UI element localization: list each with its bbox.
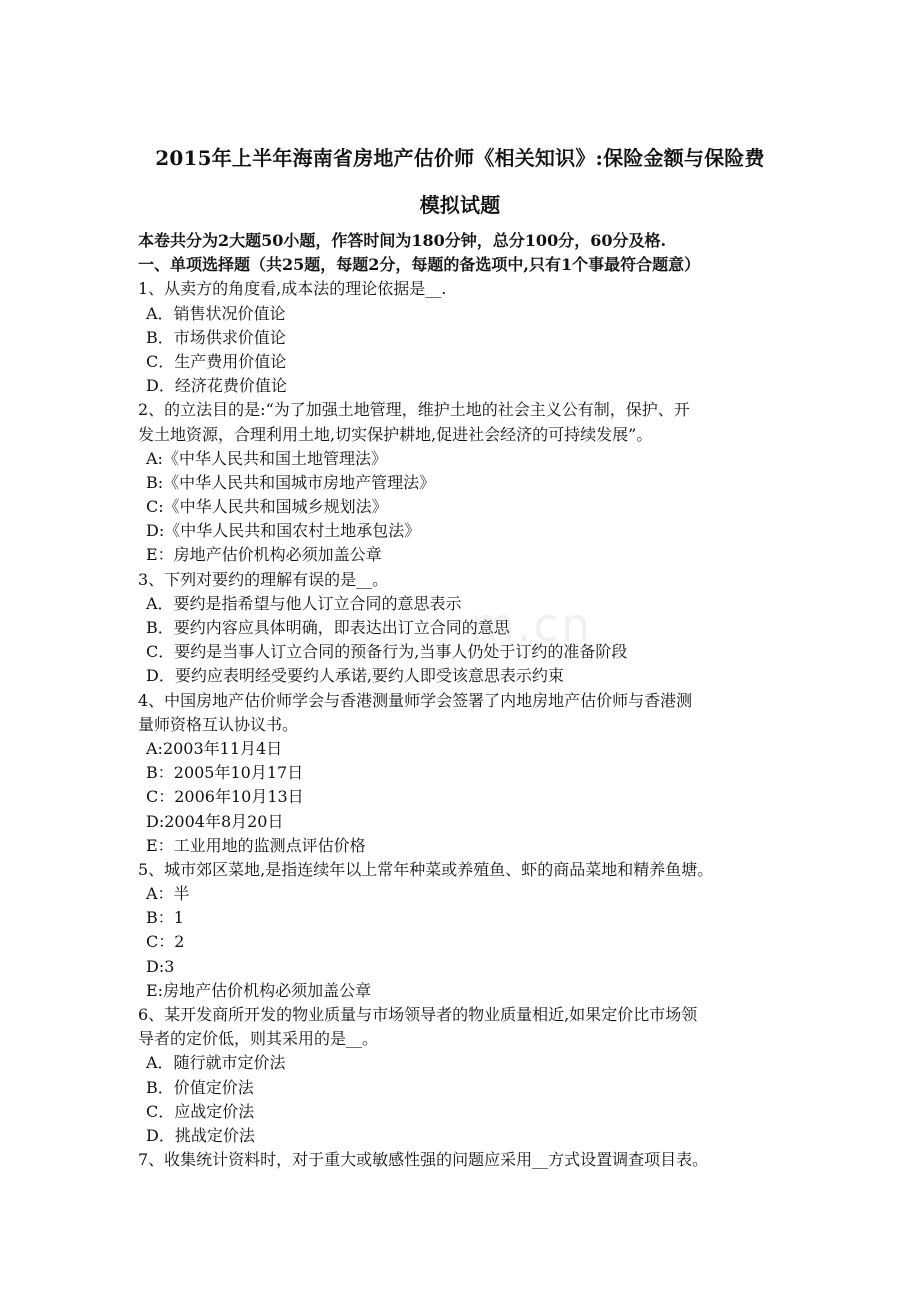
exam-intro: 本卷共分为2大题50小题，作答时间为180分钟，总分100分，60分及格. — [138, 231, 667, 250]
document-body — [138, 229, 798, 1172]
answer-option: E：工业用地的监测点评估价格 — [146, 835, 366, 855]
answer-option: B:《中华人民共和国城市房地产管理法》 — [146, 472, 436, 492]
answer-option: B．要约内容应具体明确，即表达出订立合同的意思 — [146, 618, 510, 637]
answer-option: C：2006年10月13日 — [146, 787, 304, 807]
answer-option: C．要约是当事人订立合同的预备行为,当事人仍处于订约的准备阶段 — [146, 642, 628, 662]
answer-option: A：半 — [146, 884, 190, 904]
answer-option: D:《中华人民共和国农村土地承包法》 — [146, 521, 421, 541]
answer-option: A:2003年11月4日 — [146, 738, 283, 758]
answer-option: C：2 — [146, 932, 185, 952]
question-text: 导者的定价低，则其采用的是__。 — [138, 1029, 379, 1049]
watermark: m.cn — [470, 598, 592, 652]
question-item — [138, 689, 798, 858]
answer-option: C．应战定价法 — [146, 1101, 255, 1121]
answer-option: D．经济花费价值论 — [146, 376, 287, 396]
question-item — [138, 568, 798, 689]
question-item — [138, 277, 798, 398]
answer-option: A．销售状况价值论 — [146, 303, 286, 323]
question-list — [138, 277, 798, 1172]
section-heading: 一、单项选择题（共25题，每题2分，每题的备选项中,只有1个事最符合题意） — [138, 255, 701, 275]
answer-option: D:3 — [146, 956, 175, 976]
answer-option: C．生产费用价值论 — [146, 351, 287, 371]
answer-option: B．市场供求价值论 — [146, 327, 286, 347]
answer-option: D．挑战定价法 — [146, 1125, 255, 1145]
question-text: 5、城市郊区菜地,是指连续年以上常年种菜或养殖鱼、虾的商品菜地和精养鱼塘。 — [138, 859, 714, 879]
answer-option: A．要约是指希望与他人订立合同的意思表示 — [146, 593, 462, 613]
answer-option: E:房地产估价机构必须加盖公章 — [146, 980, 372, 1000]
question-text: 6、某开发商所开发的物业质量与市场领导者的物业质量相近,如果定价比市场领 — [138, 1005, 698, 1024]
document-subtitle: 模拟试题 — [419, 193, 501, 217]
question-text: 7、收集统计资料时，对于重大或敏感性强的问题应采用__方式设置调查项目表。 — [138, 1150, 709, 1170]
answer-option: C:《中华人民共和国城乡规划法》 — [146, 497, 388, 517]
question-text: 2、的立法目的是:“为了加强土地管理，维护土地的社会主义公有制，保护、开 — [138, 400, 690, 420]
answer-option: D:2004年8月20日 — [146, 811, 284, 831]
question-text: 4、中国房地产估价师学会与香港测量师学会签署了内地房地产估价师与香港测 — [138, 690, 693, 710]
question-item — [138, 858, 798, 1003]
answer-option: A．随行就市定价法 — [146, 1053, 286, 1073]
question-item — [138, 1148, 798, 1172]
question-text: 发土地资源，合理利用土地,切实保护耕地,促进社会经济的可持续发展”。 — [138, 424, 653, 444]
question-item — [138, 398, 798, 567]
answer-option: E：房地产估价机构必须加盖公章 — [146, 545, 382, 565]
answer-option: B．价值定价法 — [146, 1077, 254, 1097]
question-item — [138, 1003, 798, 1148]
answer-option: D．要约应表明经受要约人承诺,要约人即受该意思表示约束 — [146, 666, 564, 686]
document-title: 2015年上半年海南省房地产估价师《相关知识》:保险金额与保险费 — [155, 146, 765, 170]
question-text: 1、从卖方的角度看,成本法的理论依据是__. — [138, 279, 447, 299]
answer-option: A:《中华人民共和国土地管理法》 — [146, 448, 387, 468]
answer-option: B：1 — [146, 908, 184, 928]
question-text: 量师资格互认协议书。 — [138, 714, 299, 734]
answer-option: B：2005年10月17日 — [146, 763, 304, 783]
question-text: 3、下列对要约的理解有误的是__。 — [138, 569, 389, 589]
